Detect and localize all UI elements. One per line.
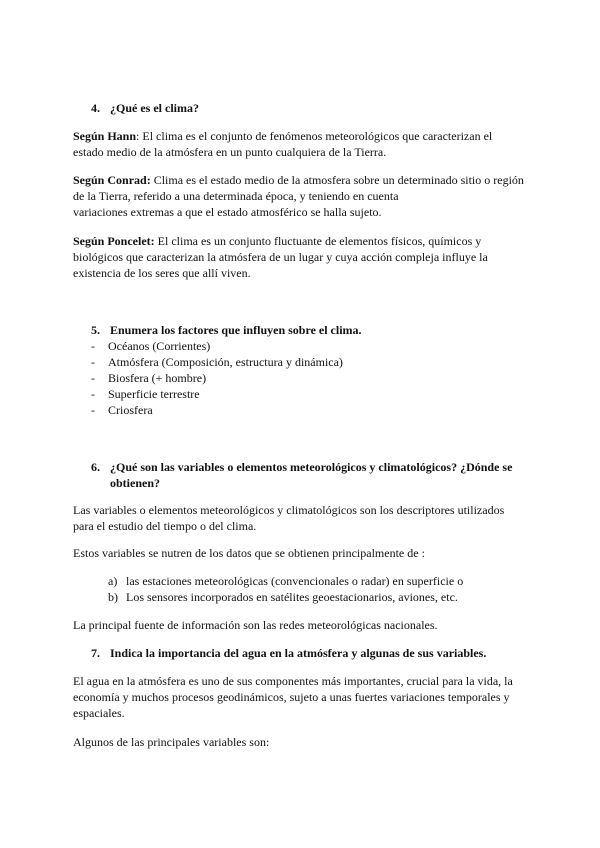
list-item: Atmósfera (Composición, estructura y dinámica): [108, 355, 343, 369]
list-item: Océanos (Corrientes): [108, 339, 211, 353]
list-dash: -: [91, 387, 95, 401]
q6-list-item-a: las estaciones meteorológicas (convencionales o radar) en superficie o: [126, 574, 464, 588]
q7-number: 7.: [91, 646, 100, 660]
q4-conrad-line1: [73, 173, 524, 188]
q6-list-marker-b: b): [108, 590, 118, 604]
q5-title: Enumera los factores que influyen sobre el clima.: [110, 323, 362, 337]
poncelet-label: Según Poncelet:: [73, 234, 155, 248]
q4-poncelet-line3: existencia de los seres que allí viven.: [73, 266, 251, 280]
list-item: Biosfera (+ hombre): [108, 371, 207, 385]
list-dash: -: [91, 355, 95, 369]
q4-poncelet-line2: biológicos que caracterizan la atmósfera de un lugar y cuya acción compleja influye la: [73, 250, 488, 264]
q7-para1-line1: El agua en la atmósfera es uno de sus componentes más importantes, crucial para la vida, la: [73, 674, 513, 688]
q5-number: 5.: [91, 323, 100, 337]
q6-list-item-b: Los sensores incorporados en satélites geoestacionarios, aviones, etc.: [126, 590, 458, 604]
q4-number: 4.: [91, 101, 100, 115]
list-item: Criosfera: [108, 403, 153, 417]
q6-title-line1: ¿Qué son las variables o elementos meteorológicos y climatológicos? ¿Dónde se: [110, 460, 513, 474]
q6-para1-line2: para el estudio del tiempo o del clima.: [73, 519, 257, 533]
q4-hann-line1: [73, 129, 492, 144]
list-item: Superficie terrestre: [108, 387, 200, 401]
list-dash: -: [91, 403, 95, 417]
hann-label: Según Hann: [73, 129, 137, 143]
poncelet-text-1: El clima es un conjunto fluctuante de elementos físicos, químicos y: [154, 234, 482, 248]
q4-title: ¿Qué es el clima?: [110, 101, 199, 115]
q7-para2: Algunos de las principales variables son:: [73, 735, 270, 749]
q6-number: 6.: [91, 460, 100, 474]
q7-para1-line3: espaciales.: [73, 706, 125, 720]
q6-list-marker-a: a): [108, 574, 118, 588]
q6-para3: La principal fuente de información son las redes meteorológicas nacionales.: [73, 618, 438, 632]
list-dash: -: [91, 371, 95, 385]
q7-para1-line2: economía y muchos procesos geodinámicos, sujeto a unas fuertes variaciones temporales y: [73, 690, 510, 704]
q4-hann-line2: estado medio de la atmósfera en un punto cualquiera de la Tierra.: [73, 145, 387, 159]
q6-para1-line1: Las variables o elementos meteorológicos y climatológicos son los descriptores utilizados: [73, 503, 505, 517]
q4-conrad-line2: de la Tierra, referido a una determinada época, y teniendo en cuenta: [73, 189, 399, 203]
hann-text-1: : El clima es el conjunto de fenómenos meteorológicos que caracterizan el: [136, 129, 493, 143]
conrad-label: Según Conrad:: [73, 173, 151, 187]
q7-title: Indica la importancia del agua en la atmósfera y algunas de sus variables.: [110, 646, 487, 660]
q6-title-line2: obtienen?: [110, 476, 161, 490]
q4-conrad-line3: variaciones extremas a que el estado atmosférico se halla sujeto.: [73, 205, 382, 219]
list-dash: -: [91, 339, 95, 353]
q4-poncelet-line1: [73, 234, 481, 249]
conrad-text-1: Clima es el estado medio de la atmosfera sobre un determinado sitio o región: [150, 173, 524, 187]
q6-para2: Estos variables se nutren de los datos que se obtienen principalmente de :: [73, 546, 425, 560]
